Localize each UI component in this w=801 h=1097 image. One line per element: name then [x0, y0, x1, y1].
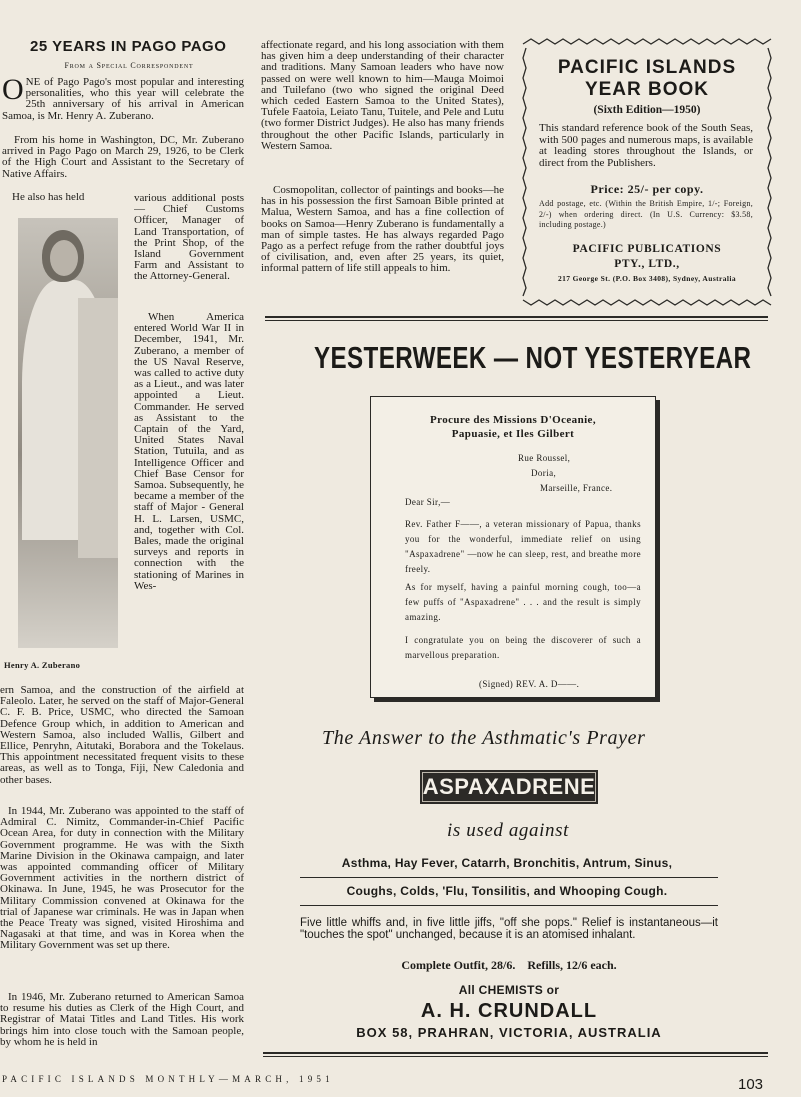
- letter-paragraph-1: Rev. Father F——, a veteran missionary of Papua, thanks you for the wonderful, immediate relief on using "Aspaxadrene" —now he can sleep, rest, and breathe more freely.: [405, 519, 641, 574]
- article-paragraph-3-lead: He also has held: [12, 191, 85, 203]
- article-paragraph-2: From his home in Washington, DC, Mr. Zuberano arrived in Pago Pago on March 29, 1926, to be Clerk of the High Court and Assistant to the Secretary of Native Affairs.: [2, 135, 244, 180]
- yearbook-title-1: PACIFIC ISLANDS: [557, 57, 737, 78]
- yearbook-publisher-1: PACIFIC PUBLICATIONS: [572, 243, 722, 255]
- drop-cap: O: [2, 77, 24, 106]
- article-paragraph-6: In 1946, Mr. Zuberano returned to American Samoa to resume his duties as Clerk of the High Court, and Registrar of Matai Titles and Land Titles. His work brings him into close touch with the Samoan people, by whom he is held in: [0, 992, 244, 1048]
- ad-bottom-rule-thin: [263, 1056, 768, 1057]
- letter-org-2: Papuasie, et Iles Gilbert: [451, 428, 575, 440]
- letter-paragraph-3: I congratulate you on being the discoverer of such a marvellous preparation.: [405, 635, 641, 660]
- wavy-border-top: [521, 36, 773, 48]
- ad-ailments-rule-2: [300, 905, 718, 906]
- letter-salutation: Dear Sir,—: [405, 497, 451, 507]
- yearbook-publisher-2: PTY., LTD.,: [614, 258, 680, 270]
- letter-paragraph-2: As for myself, having a painful morning cough, too—a few puffs of "Aspaxadrene" . . . and the result is simply amazing.: [405, 582, 641, 622]
- wavy-border-bottom: [521, 296, 773, 308]
- ad-bottom-rule: [263, 1052, 768, 1054]
- ad-headline: YESTERWEEK — NOT YESTERYEAR: [314, 340, 752, 375]
- ad-relief-text: Five little whiffs and, in five little jiffs, "off she pops." Relief is instantaneous—it "touches the spot" unchanged, because it is an atomised inhalant.: [300, 917, 718, 941]
- portrait-photo: [18, 218, 118, 648]
- letter-org-1: Procure des Missions D'Oceanie,: [430, 414, 596, 426]
- ad-ailments-2: Coughs, Colds, 'Flu, Tonsilitis, and Whooping Cough.: [346, 884, 668, 898]
- letter-addr-1: Rue Roussel,: [518, 453, 571, 463]
- ad-ailments-rule-1: [300, 877, 718, 878]
- letter-signature: (Signed) REV. A. D——.: [479, 679, 580, 689]
- yearbook-title-2: YEAR BOOK: [584, 79, 710, 100]
- wavy-border-right: [765, 46, 773, 298]
- ad-top-rule-thin: [265, 320, 768, 321]
- letter-addr-3: Marseille, France.: [540, 483, 613, 493]
- aspaxadrene-logo: ASPAXADRENE: [420, 770, 598, 804]
- ad-chemists: All CHEMISTS or: [458, 983, 560, 997]
- testimonial-letter: [370, 396, 656, 698]
- ad-tagline: The Answer to the Asthmatic's Prayer: [322, 727, 646, 749]
- letter-addr-2: Doria,: [531, 468, 557, 478]
- article-col2-paragraph-1: affectionate regard, and his long association with them has given him a deep understanding of their character and traditions. Many Samoan leaders who have now passed on were well known to him—Mauga Moimoi and Tuilefano (two who signed the original Deed which ceded Eastern Samoa to the United States), Tufele Faatoia, Leiato Tanu, Tuitele, and Pele and Lutu (two former District Judges). He also has many friends throughout the other Pacific Islands, particularly in Western Samoa.: [261, 40, 504, 152]
- ad-seller: A. H. CRUNDALL: [420, 1000, 598, 1022]
- article-paragraph-4-side: When America entered World War II in December, 1941, Mr. Zuberano, a member of the US Naval Reserve, was called to active duty as a Lieut., and was later appointed a Lieut. Commander. He served as Assistant to the Captain of the Yard, United States Naval Station, Tutuila, and as Intelligence Officer and Chief Base Censor for Samoa. Subsequently, he became a member of the staff of Major - General H. L. Larsen, USMC, and, together with Col. Bales, made the original surveys and reports in connection with the stationing of Marines in Wes-: [134, 312, 244, 592]
- article-byline: From a Special Correspondent: [64, 61, 194, 70]
- yearbook-edition: (Sixth Edition—1950): [593, 104, 701, 116]
- ad-seller-address: BOX 58, PRAHRAN, VICTORIA, AUSTRALIA: [356, 1025, 662, 1040]
- journal-footer: PACIFIC ISLANDS MONTHLY—MARCH, 1951: [2, 1074, 334, 1084]
- article-paragraph-3-side: various additional posts — Chief Customs Officer, Manager of Land Transportation, of the Print Shop, of the Island Government Farm and Assistant to the Attorney-General.: [134, 193, 244, 283]
- yearbook-postage: Add postage, etc. (Within the British Empire, 1/-; Foreign, 2/-) when ordering direct. (In U.S. Currency: $3.58, including postage.): [539, 199, 753, 229]
- ad-top-rule: [265, 316, 768, 318]
- article-paragraph-1: ONE of Pago Pago's most popular and interesting personalities, who this year will celebrate the 25th anniversary of his arrival in American Samoa, is Mr. Henry A. Zuberano.: [2, 77, 244, 122]
- article-col2-paragraph-2: Cosmopolitan, collector of paintings and books—he has in his possession the first Samoan Bible printed at Malua, Western Samoa, and has a fine collection of books on Samoa—Henry Zuberano is fundamentally a man of simple tastes. He has always regarded Pago Pago as a perfect refuge from the rather doubtful joys of civilisation, and, even after 25 years, its quiet, informal pattern of life still appeals to him.: [261, 185, 504, 275]
- yearbook-ad: [521, 36, 773, 308]
- ad-used-against: is used against: [447, 820, 569, 841]
- photo-caption: Henry A. Zuberano: [4, 660, 81, 670]
- ad-price: Complete Outfit, 28/6. Refills, 12/6 each.: [401, 958, 617, 972]
- article-paragraph-5: In 1944, Mr. Zuberano was appointed to the staff of Admiral C. Nimitz, Commander-in-Chief Pacific Ocean Area, for duty in connection with the Military Government programme. He was with the Sixth Marine Division in the Okinawa campaign, and later was appointed commanding officer of Military Government activities in the northern district of Okinawa. In June, 1945, he was Prosecutor for the Military Commission convened at Okinawa for the trial of Japanese war criminals. He was in Japan when the Peace Treaty was signed, visited Hiroshima and Nagasaki at that time, and was in Korea when the Military Government was set up there.: [0, 806, 244, 952]
- yearbook-description: This standard reference book of the South Seas, with 500 pages and numerous maps, is available at leading stores throughout the Islands, or direct from the Publishers.: [539, 122, 753, 169]
- page-number: 103: [738, 1076, 764, 1093]
- ad-ailments-1: Asthma, Hay Fever, Catarrh, Bronchitis, Antrum, Sinus,: [341, 856, 673, 870]
- wavy-border-left: [521, 46, 529, 298]
- article-title: 25 YEARS IN PAGO PAGO: [30, 38, 227, 55]
- article-paragraph-4-cont: ern Samoa, and the construction of the airfield at Faleolo. Later, he served on the staff of Major-General C. F. B. Price, USMC, who directed the Samoan Defence Group which, in addition to American and Western Samoa, also included Wallis, Gilbert and Ellice, Penryhn, Aitutaki, Borabora and the Tokelaus. This appointment necessitated frequent visits to these areas, as well as to Tonga, Fiji, New Caledonia and other bases.: [0, 685, 244, 786]
- yearbook-price: Price: 25/- per copy.: [590, 182, 704, 196]
- yearbook-address: 217 George St. (P.O. Box 3408), Sydney, Australia: [557, 274, 737, 283]
